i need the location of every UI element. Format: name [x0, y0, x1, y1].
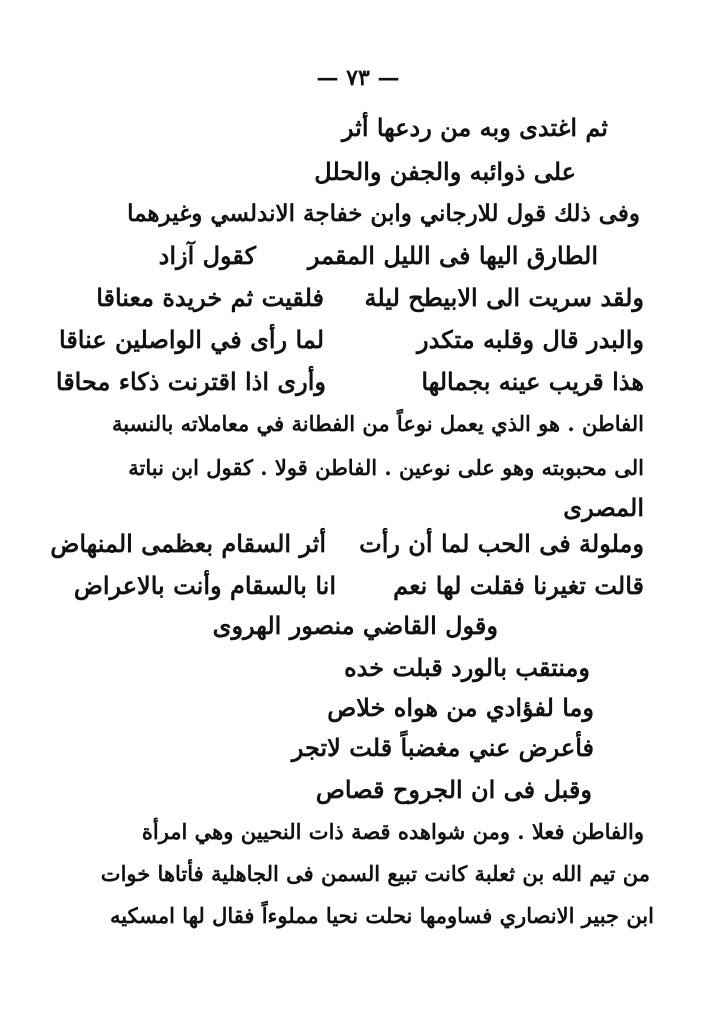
verse-hemistich: وملولة فى الحب لما أن رأت — [359, 529, 644, 558]
text-line: من تيم الله بن ثعلبة كانت تبيع السمن فى الجاهلية فأتاها خوات — [100, 861, 650, 886]
text-line: وقبل فى ان الجروح قصاص — [315, 775, 592, 804]
verse-hemistich: والبدر قال وقلبه متكدر — [417, 325, 644, 354]
verse-hemistich: ولقد سريت الى الابيطح ليلة — [364, 283, 644, 312]
text-line: الفاطن . هو الذي يعمل نوعاً من الفطانة في معاملاته بالنسبة — [112, 411, 644, 436]
text-line: فأعرض عني مغضباً قلت لاتجر — [291, 733, 594, 762]
text-line: ابن جبير الانصاري فساومها نحلت نحيا مملوءاً فقال لها امسكيه — [109, 903, 654, 928]
verse-hemistich: انا بالسقام وأنت بالاعراض — [73, 571, 336, 600]
page-number: — ٧٣ — — [316, 65, 400, 91]
verse-hemistich: فلقيت ثم خريدة معناقا — [96, 283, 324, 312]
text-line: ومنتقب بالورد قبلت خده — [344, 653, 590, 682]
verse-hemistich: وأرى اذا اقترنت ذكاء محاقا — [55, 367, 326, 396]
text-line: كقول آزاد — [158, 241, 256, 270]
text-line: المصرى — [563, 493, 644, 522]
verse-hemistich: لما رأى في الواصلين عناقا — [59, 325, 324, 354]
verse-hemistich: هذا قريب عينه بجمالها — [421, 367, 644, 396]
text-line: الى محبوبته وهو على نوعين . الفاطن قولا . كقول ابن نباتة — [128, 455, 644, 480]
text-line: والفاطن فعلا . ومن شواهده قصة ذات النحيين وهي امرأة — [141, 819, 644, 844]
text-line: وما لفؤادي من هواه خلاص — [327, 693, 594, 722]
verse-hemistich: أثر السقام بعظمى المنهاض — [50, 529, 326, 558]
text-line: الطارق اليها فى الليل المقمر — [307, 241, 598, 270]
text-line: وقول القاضي منصور الهروى — [212, 611, 498, 640]
text-line: على ذوائبه والجفن والحلل — [314, 157, 576, 186]
text-line: ثم اغتدى وبه من ردعها أثر — [341, 113, 608, 142]
verse-hemistich: قالت تغيرنا فقلت لها نعم — [393, 571, 644, 600]
text-line: وفى ذلك قول للارجاني وابن خفاجة الاندلسي وغيرهما — [127, 200, 640, 227]
